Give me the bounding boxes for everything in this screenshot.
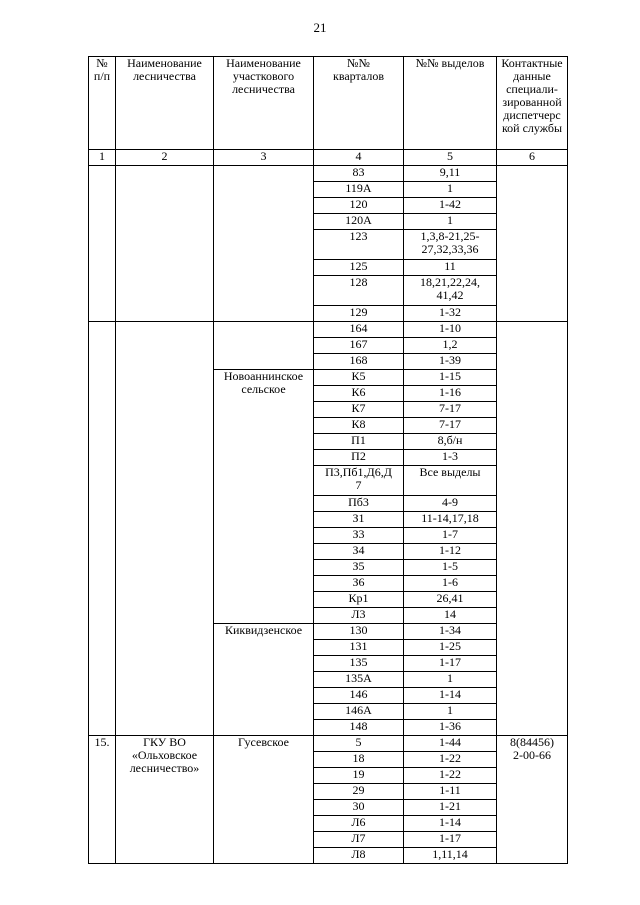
contact-info <box>497 322 568 736</box>
quarter-number: 135 <box>314 656 404 672</box>
plot-numbers: 1-39 <box>404 354 497 370</box>
plot-numbers: 11 <box>404 260 497 276</box>
quarter-number: 146А <box>314 704 404 720</box>
district-name <box>214 322 314 370</box>
plot-numbers: 7-17 <box>404 402 497 418</box>
quarter-number: П2 <box>314 450 404 466</box>
plot-numbers: 1-5 <box>404 560 497 576</box>
plot-numbers: 1-22 <box>404 768 497 784</box>
district-name: Гусевское <box>214 736 314 864</box>
quarter-number: Пб3 <box>314 496 404 512</box>
quarter-number: 119А <box>314 182 404 198</box>
plot-numbers: 4-9 <box>404 496 497 512</box>
plot-numbers: 1,2 <box>404 338 497 354</box>
header-forestry: Наименование лесничества <box>116 57 214 150</box>
quarter-number: 83 <box>314 166 404 182</box>
column-number: 5 <box>404 150 497 166</box>
plot-numbers: 1-42 <box>404 198 497 214</box>
quarter-number: 135А <box>314 672 404 688</box>
quarter-number: Л3 <box>314 608 404 624</box>
plot-numbers: 1-36 <box>404 720 497 736</box>
header-number: № п/п <box>89 57 116 150</box>
table-row <box>89 322 568 338</box>
column-number: 6 <box>497 150 568 166</box>
quarter-number: З5 <box>314 560 404 576</box>
quarter-number: 123 <box>314 230 404 260</box>
plot-numbers: 1,11,14 <box>404 848 497 864</box>
quarter-number: П3,Пб1,Д6,Д 7 <box>314 466 404 496</box>
quarter-number: К7 <box>314 402 404 418</box>
header-quarters: №№ кварталов <box>314 57 404 150</box>
plot-numbers: 1-7 <box>404 528 497 544</box>
plot-numbers: 1,3,8-21,25- 27,32,33,36 <box>404 230 497 260</box>
quarter-number: 167 <box>314 338 404 354</box>
forestry-name <box>116 322 214 736</box>
district-name <box>214 166 314 322</box>
quarter-number: З3 <box>314 528 404 544</box>
plot-numbers: 14 <box>404 608 497 624</box>
plot-numbers: 7-17 <box>404 418 497 434</box>
plot-numbers: 1-32 <box>404 306 497 322</box>
quarter-number: 29 <box>314 784 404 800</box>
header-plots: №№ выделов <box>404 57 497 150</box>
quarter-number: 120А <box>314 214 404 230</box>
table-row <box>89 166 568 182</box>
quarter-number: 168 <box>314 354 404 370</box>
page-number: 21 <box>313 20 327 35</box>
forestry-name: ГКУ ВО «Ольховское лесничество» <box>116 736 214 864</box>
quarter-number: 131 <box>314 640 404 656</box>
quarter-number: Л7 <box>314 832 404 848</box>
quarter-number: 130 <box>314 624 404 640</box>
quarter-number: 30 <box>314 800 404 816</box>
quarter-number: Кр1 <box>314 592 404 608</box>
entry-number <box>89 322 116 736</box>
quarter-number: 18 <box>314 752 404 768</box>
plot-numbers: 1-17 <box>404 656 497 672</box>
entry-number <box>89 166 116 322</box>
column-number-row <box>89 150 568 166</box>
forestry-name <box>116 166 214 322</box>
plot-numbers: Все выделы <box>404 466 497 496</box>
plot-numbers: 1-21 <box>404 800 497 816</box>
plot-numbers: 1-10 <box>404 322 497 338</box>
plot-numbers: 26,41 <box>404 592 497 608</box>
plot-numbers: 1 <box>404 704 497 720</box>
quarter-number: 128 <box>314 276 404 306</box>
district-name: Новоаннинское сельское <box>214 370 314 624</box>
header-contacts: Контактные данные специали- зированной диспетчерс кой службы <box>497 57 568 150</box>
contact-info: 8(84456) 2-00-66 <box>497 736 568 864</box>
table-row <box>89 736 568 752</box>
column-number: 1 <box>89 150 116 166</box>
quarter-number: 148 <box>314 720 404 736</box>
plot-numbers: 1-16 <box>404 386 497 402</box>
quarter-number: З1 <box>314 512 404 528</box>
quarter-number: З6 <box>314 576 404 592</box>
plot-numbers: 9,11 <box>404 166 497 182</box>
header-district: Наименование участкового лесничества <box>214 57 314 150</box>
plot-numbers: 1-14 <box>404 688 497 704</box>
quarter-number: Л8 <box>314 848 404 864</box>
forestry-table <box>88 56 568 864</box>
plot-numbers: 1-6 <box>404 576 497 592</box>
quarter-number: 5 <box>314 736 404 752</box>
quarter-number: 146 <box>314 688 404 704</box>
plot-numbers: 1-22 <box>404 752 497 768</box>
header-row <box>89 57 568 150</box>
plot-numbers: 1 <box>404 214 497 230</box>
quarter-number: 120 <box>314 198 404 214</box>
plot-numbers: 1-11 <box>404 784 497 800</box>
column-number: 2 <box>116 150 214 166</box>
quarter-number: З4 <box>314 544 404 560</box>
quarter-number: Л6 <box>314 816 404 832</box>
district-name: Киквидзенское <box>214 624 314 736</box>
column-number: 4 <box>314 150 404 166</box>
quarter-number: П1 <box>314 434 404 450</box>
plot-numbers: 1-15 <box>404 370 497 386</box>
plot-numbers: 1-12 <box>404 544 497 560</box>
plot-numbers: 11-14,17,18 <box>404 512 497 528</box>
entry-number: 15. <box>89 736 116 864</box>
plot-numbers: 1-3 <box>404 450 497 466</box>
quarter-number: К5 <box>314 370 404 386</box>
plot-numbers: 8,б/н <box>404 434 497 450</box>
quarter-number: 19 <box>314 768 404 784</box>
plot-numbers: 1-25 <box>404 640 497 656</box>
plot-numbers: 1-44 <box>404 736 497 752</box>
quarter-number: 125 <box>314 260 404 276</box>
plot-numbers: 18,21,22,24, 41,42 <box>404 276 497 306</box>
contact-info <box>497 166 568 322</box>
quarter-number: 129 <box>314 306 404 322</box>
quarter-number: 164 <box>314 322 404 338</box>
column-number: 3 <box>214 150 314 166</box>
plot-numbers: 1 <box>404 672 497 688</box>
plot-numbers: 1-34 <box>404 624 497 640</box>
quarter-number: К8 <box>314 418 404 434</box>
quarter-number: К6 <box>314 386 404 402</box>
plot-numbers: 1 <box>404 182 497 198</box>
plot-numbers: 1-17 <box>404 832 497 848</box>
plot-numbers: 1-14 <box>404 816 497 832</box>
